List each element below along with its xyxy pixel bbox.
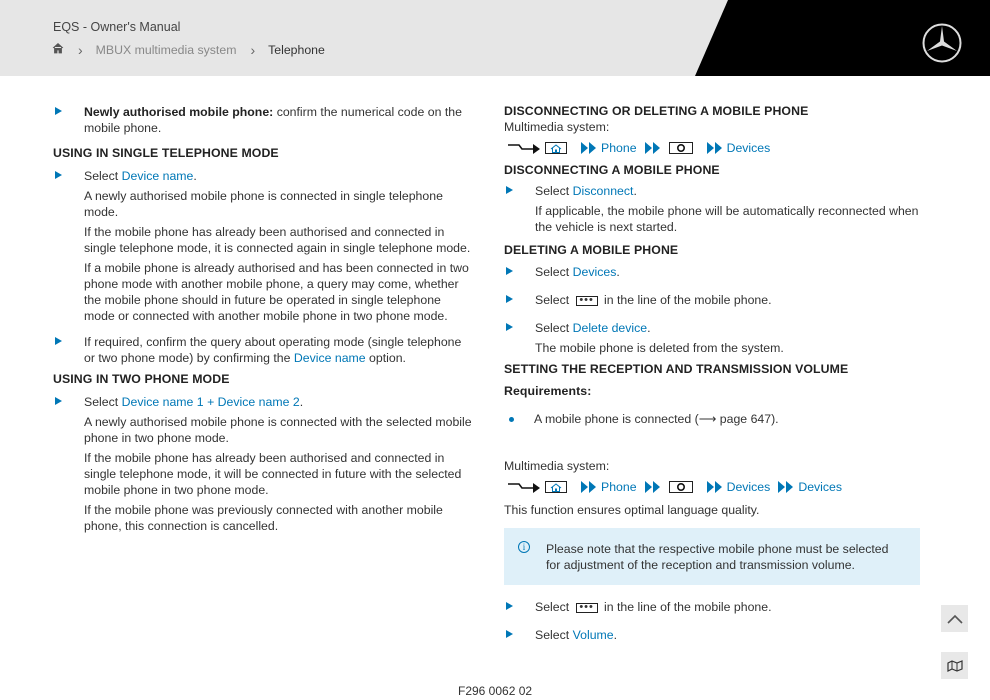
double-arrow-icon — [707, 481, 723, 493]
select-text: Select — [84, 169, 119, 183]
home-icon[interactable] — [52, 42, 64, 57]
more-button-icon[interactable]: ••• — [576, 603, 598, 613]
header-black-corner — [0, 0, 990, 76]
paragraph: If the mobile phone was previously connected with another mobile phone, this connection is cancelled. — [84, 503, 443, 533]
double-arrow-icon — [778, 481, 794, 493]
step-text: confirm the numerical code on the mobile phone. — [84, 105, 462, 135]
menu-path — [507, 139, 920, 157]
paragraph: If applicable, the mobile phone will be automatically reconnected when the vehicle is next started. — [535, 204, 919, 234]
breadcrumb — [52, 42, 325, 57]
paragraph: The mobile phone is deleted from the system. — [535, 341, 784, 355]
info-box — [504, 528, 920, 585]
step-arrow-icon — [55, 337, 62, 345]
step-select-more — [504, 599, 920, 615]
home-icon — [545, 142, 567, 154]
step-arrow-icon — [506, 186, 513, 194]
map-button[interactable] — [941, 652, 968, 679]
step-confirm-query — [53, 334, 473, 366]
requirements-label: Requirements: — [504, 384, 592, 398]
double-arrow-icon — [581, 481, 597, 493]
step-arrow-icon — [506, 267, 513, 275]
scroll-up-icon — [947, 614, 963, 624]
step-arrow-icon — [506, 630, 513, 638]
multimedia-label: Multimedia system: — [504, 459, 610, 473]
volume-link[interactable]: Volume — [572, 628, 614, 642]
step-bold-label: Newly authorised mobile phone: — [84, 105, 274, 119]
devices-link[interactable]: Devices — [572, 265, 617, 279]
page-header — [0, 0, 990, 76]
right-column — [504, 104, 920, 647]
info-text: Please note that the respective mobile phone must be selected for adjustment of the reception and transmission volume. — [546, 542, 889, 572]
settings-icon — [669, 481, 693, 493]
heading-volume: SETTING THE RECEPTION AND TRANSMISSION VOLUME — [504, 362, 849, 376]
step-disconnect: Select Disconnect. If applicable, the mobile phone will be automatically reconnected when the vehicle is next started. — [504, 183, 920, 235]
multimedia-label: Multimedia system: — [504, 120, 610, 134]
step-select-device: Select Device name. A newly authorised mobile phone is connected in single telephone mode. If the mobile phone has already been authorised and connected in single telephone mode, it is connected again in single telephone mode. If a mobile phone is already authorised and has been connected in two phone mode with another mobile phone, a query may come, whether the mobile phone should in future be operated in single telephone mode or connected with another mobile phone in two phone mode. — [53, 168, 473, 324]
paragraph: If the mobile phone has already been authorised and connected in single telephone mode, it is connected again in single telephone mode. — [84, 225, 471, 255]
step-arrow-icon — [55, 107, 62, 115]
path-item-phone[interactable]: Phone — [601, 480, 637, 494]
select-text: Select — [535, 321, 570, 335]
delete-device-link[interactable]: Delete device — [572, 321, 648, 335]
double-arrow-icon — [707, 142, 723, 154]
bullet-dot — [509, 417, 514, 422]
settings-icon — [669, 142, 693, 154]
step-arrow-icon — [506, 295, 513, 303]
step-arrow-icon — [55, 397, 62, 405]
device-name-link[interactable]: Device name — [293, 351, 366, 365]
menu-path — [507, 478, 920, 496]
path-item-devices-2[interactable]: Devices — [798, 480, 843, 494]
device-name-link[interactable]: Device name — [121, 169, 194, 183]
mercedes-star-logo — [921, 22, 963, 64]
step-arrow-icon — [506, 323, 513, 331]
manual-title: EQS - Owner's Manual — [53, 20, 181, 34]
map-icon — [947, 660, 963, 672]
chevron-right-icon: › — [250, 41, 256, 58]
select-text: Select — [535, 628, 570, 642]
paragraph: If a mobile phone is already authorised and has been connected in two phone mode with another mobile phone, a query may come, whether the mobile phone should in future be operated in single telephone mode or connected with another mobile phone in two phone mode. — [84, 261, 469, 323]
step-text: option. — [369, 351, 406, 365]
paragraph: If the mobile phone has already been authorised and connected in single telephone mode, it will be connected in future with the selected mobile phone in two phone mode. — [84, 451, 462, 497]
chevron-right-icon: › — [78, 41, 83, 58]
disconnect-link[interactable]: Disconnect — [572, 184, 634, 198]
path-start-arrow-icon — [507, 480, 541, 494]
step-arrow-icon — [55, 171, 62, 179]
path-start-arrow-icon — [507, 141, 541, 155]
paragraph: A newly authorised mobile phone is connected in single telephone mode. — [84, 189, 443, 219]
breadcrumb-item-telephone: Telephone — [268, 42, 325, 57]
home-icon — [545, 481, 567, 493]
heading-two-phone-mode: USING IN TWO PHONE MODE — [53, 372, 230, 386]
heading-disconnect: DISCONNECTING A MOBILE PHONE — [504, 163, 720, 177]
select-text: Select — [84, 395, 119, 409]
select-text: Select — [535, 600, 570, 614]
step-text: If required, confirm the query about operating mode (single telephone or two phone mode) by confirming the — [84, 335, 462, 365]
step-delete-device: Select Delete device. The mobile phone is deleted from the system. — [504, 320, 920, 356]
info-icon: i — [518, 541, 530, 553]
step-select-more — [504, 292, 920, 308]
step-arrow-icon — [506, 602, 513, 610]
figure-code: F296 0062 02 — [458, 684, 533, 698]
function-text: This function ensures optimal language quality. — [504, 503, 760, 517]
select-text: Select — [535, 293, 570, 307]
heading-disconnect-delete: DISCONNECTING OR DELETING A MOBILE PHONE — [504, 104, 809, 118]
double-arrow-icon — [581, 142, 597, 154]
step-text: in the line of the mobile phone. — [604, 600, 772, 614]
path-item-devices[interactable]: Devices — [726, 141, 771, 155]
plus-sign: + — [207, 395, 215, 409]
device-name-2-link[interactable]: Device name 2 — [217, 395, 300, 409]
left-column — [53, 104, 473, 538]
step-new-authorised — [53, 104, 473, 136]
select-text: Select — [535, 265, 570, 279]
more-button-icon[interactable]: ••• — [576, 296, 598, 306]
requirement-item — [504, 411, 920, 427]
step-select-devices: Select Devices. — [504, 264, 920, 280]
breadcrumb-item-multimedia[interactable]: MBUX multimedia system — [95, 42, 237, 57]
heading-delete: DELETING A MOBILE PHONE — [504, 243, 679, 257]
path-item-devices[interactable]: Devices — [726, 480, 771, 494]
scroll-up-button[interactable] — [941, 605, 968, 632]
path-item-phone[interactable]: Phone — [601, 141, 637, 155]
device-name-1-link[interactable]: Device name 1 — [121, 395, 204, 409]
step-select-two-devices: Select Device name 1 + Device name 2. A newly authorised mobile phone is connected with the selected mobile phone in two phone mode. If the mobile phone has already been authorised and connected in single telephone mode, it will be connected in future with the selected mobile phone in two phone mode. If the mobile phone was previously connected with another mobile phone, this connection is cancelled. — [53, 394, 473, 534]
paragraph: A newly authorised mobile phone is connected with the selected mobile phone in two phone mode. — [84, 415, 472, 445]
select-text: Select — [535, 184, 570, 198]
requirement-text: A mobile phone is connected (⟶ page 647). — [534, 412, 779, 426]
step-select-volume: Select Volume. — [504, 627, 920, 643]
double-arrow-icon — [645, 142, 661, 154]
heading-single-mode: USING IN SINGLE TELEPHONE MODE — [53, 146, 279, 160]
double-arrow-icon — [645, 481, 661, 493]
step-text: in the line of the mobile phone. — [604, 293, 772, 307]
